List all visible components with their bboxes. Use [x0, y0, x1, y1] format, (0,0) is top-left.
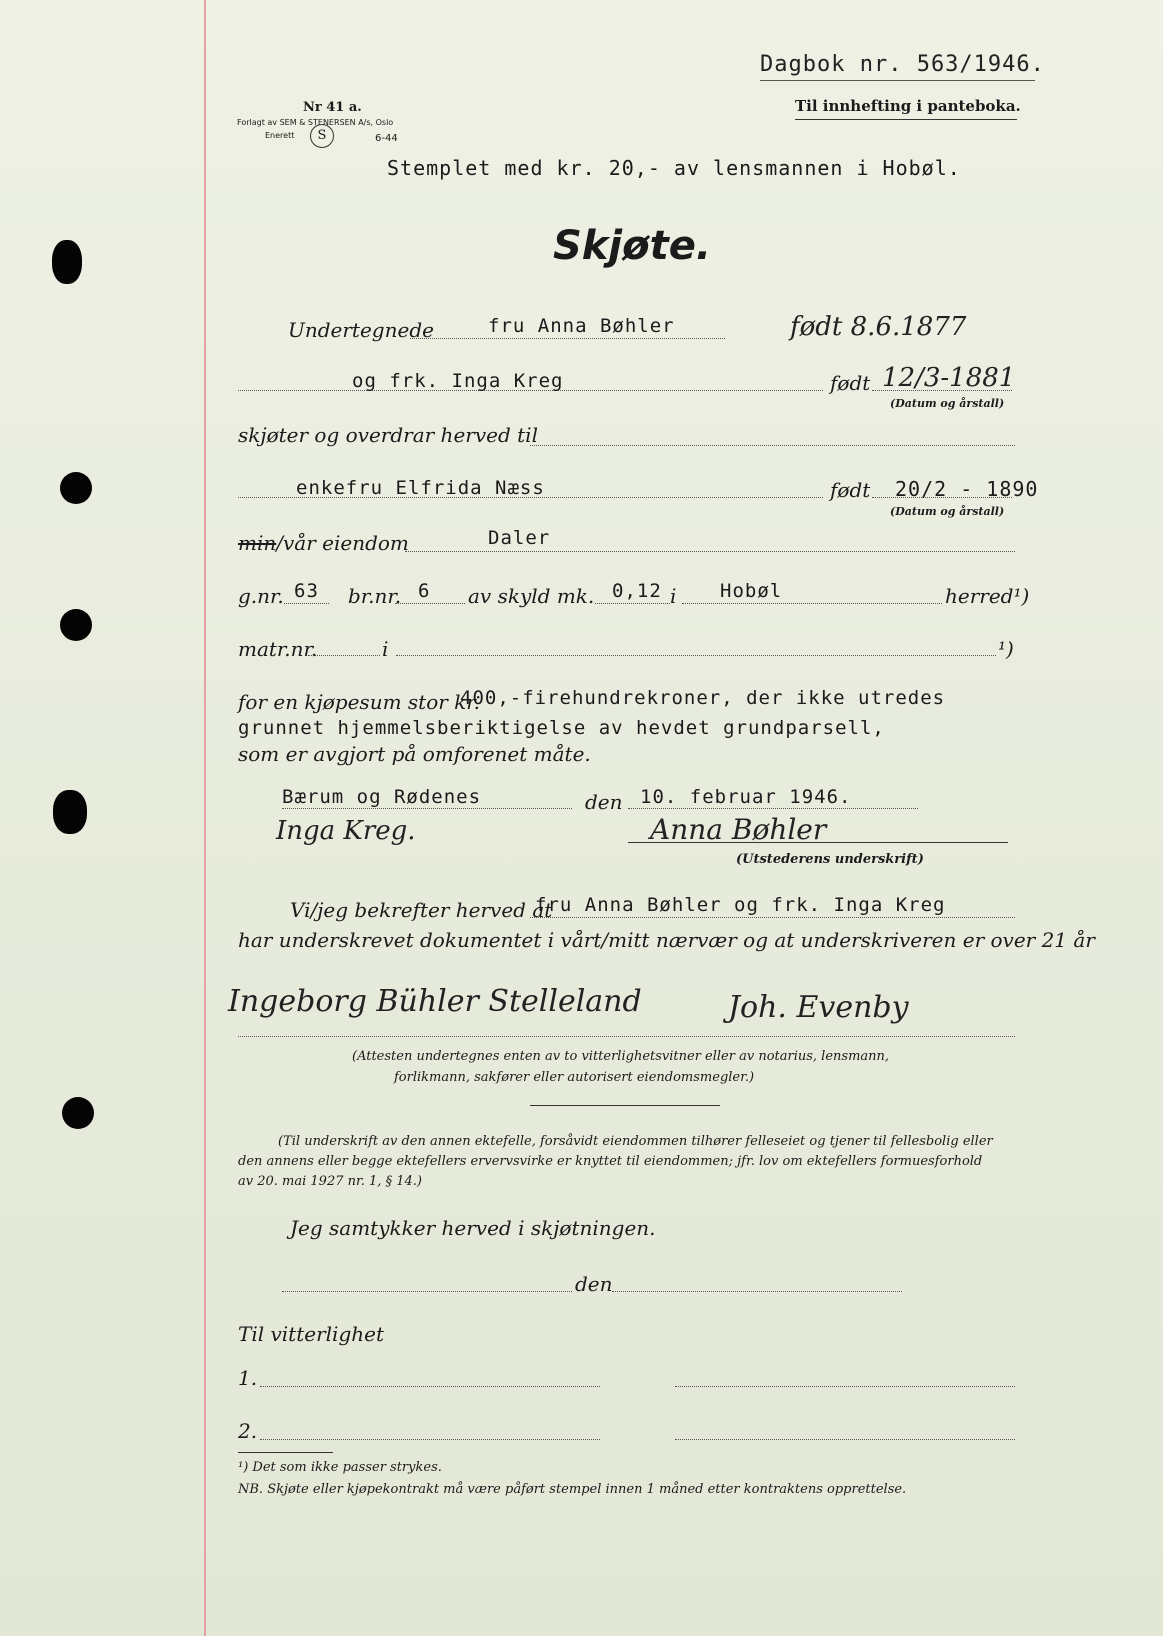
dotted-line: [282, 808, 572, 809]
witness-number-1: 1.: [238, 1366, 258, 1390]
strike-min: min: [238, 531, 277, 555]
eiendom-label: [238, 531, 409, 555]
dotted-line: [675, 1386, 1015, 1387]
signature-anna-bohler: Anna Bøhler: [650, 813, 827, 846]
datum-hint: (Datum og årstall): [890, 505, 1005, 518]
signing-date: 10. februar 1946.: [640, 786, 852, 808]
enerett: Enerett: [265, 131, 295, 140]
signature-line: [628, 842, 1008, 843]
innhefting-underline: [795, 119, 1017, 120]
witness-number-2: 2.: [238, 1419, 258, 1443]
seller-name-1: fru Anna Bøhler: [488, 315, 675, 337]
seller-name-2: og frk. Inga Kreg: [352, 370, 564, 392]
attest-prefix: Vi/jeg bekrefter herved at: [290, 898, 553, 922]
brnr-label: br.nr.: [348, 584, 402, 608]
punch-hole: [60, 609, 92, 641]
gnr-label: g.nr.: [238, 584, 284, 608]
matr-end: ¹): [998, 637, 1014, 661]
publisher-logo: S: [310, 124, 334, 148]
innhefting-note: Til innhefting i panteboka.: [795, 97, 1021, 115]
footnote-rule: [238, 1452, 333, 1453]
seller-born-1: født 8.6.1877: [790, 312, 967, 342]
dotted-line: [675, 1439, 1015, 1440]
datum-hint: (Datum og årstall): [890, 397, 1005, 410]
margin-rule: [204, 0, 206, 1636]
attest-names: fru Anna Bøhler og frk. Inga Kreg: [535, 894, 946, 916]
vitterlighet-label: Til vitterlighet: [238, 1322, 385, 1346]
dotted-line: [530, 917, 1015, 918]
consent-text: Jeg samtykker herved i skjøtningen.: [290, 1216, 656, 1240]
punch-hole: [53, 790, 87, 834]
transfer-label: skjøter og overdrar herved til: [238, 423, 538, 447]
footnote-1: ¹) Det som ikke passer strykes.: [238, 1460, 442, 1475]
dotted-line: [282, 1291, 572, 1292]
born-label: født: [830, 478, 871, 502]
dotted-line: [410, 338, 725, 339]
price-line-2: grunnet hjemmelsberiktigelse av hevdet grundparsell,: [238, 717, 885, 739]
skyld-label: av skyld mk.: [468, 584, 595, 608]
dotted-line: [396, 655, 996, 656]
born-label: født: [830, 371, 871, 395]
price-prefix: for en kjøpesum stor kr.: [238, 690, 481, 714]
buyer-born: 20/2 - 1890: [895, 477, 1039, 501]
herred-label: herred¹): [945, 584, 1030, 608]
dotted-line: [238, 1036, 1015, 1037]
attest-line-2: har underskrevet dokumentet i vårt/mitt nærvær og at underskriveren er over 21 år: [238, 928, 1095, 952]
matr-i-label: i: [382, 637, 389, 661]
dotted-line: [260, 1439, 600, 1440]
matr-label: matr.nr.: [238, 637, 318, 661]
seller-born-2: 12/3-1881: [882, 363, 1016, 393]
dotted-line: [595, 603, 670, 604]
i-label: i: [670, 584, 677, 608]
footnote-2: NB. Skjøte eller kjøpekontrakt må være påført stempel innen 1 måned etter kontraktens opprettelse.: [238, 1482, 907, 1497]
den-label: den: [585, 790, 623, 814]
form-number: Nr 41 a.: [303, 100, 362, 115]
divider: [530, 1105, 720, 1106]
publisher: Forlagt av SEM & STENERSEN A/s, Oslo: [237, 118, 394, 127]
herred-value: Hobøl: [720, 580, 783, 602]
dotted-line: [682, 603, 942, 604]
property-name: Daler: [488, 527, 551, 549]
form-date: 6-44: [375, 133, 398, 144]
eiendom-text: /vår eiendom: [276, 531, 409, 555]
utsteder-hint: (Utstederens underskrift): [736, 852, 924, 867]
dotted-line: [405, 551, 1015, 552]
price-line-1: 400,-firehundrekroner, der ikke utredes: [460, 687, 946, 709]
spouse-den-label: den: [575, 1272, 613, 1296]
dotted-line: [260, 1386, 600, 1387]
dotted-line: [628, 808, 918, 809]
buyer-name: enkefru Elfrida Næss: [296, 477, 545, 499]
gnr-value: 63: [294, 580, 319, 602]
spouse-note-1: (Til underskrift av den annen ektefelle, forsåvidt eiendommen tilhører felleseiet og tjener til fellesbolig eller: [278, 1134, 993, 1149]
attest-note-2: forlikmann, sakfører eller autorisert eiendomsmegler.): [394, 1070, 755, 1085]
skyld-value: 0,12: [612, 580, 662, 602]
document-title: Skjøte.: [553, 223, 712, 269]
dotted-line: [308, 655, 380, 656]
punch-hole: [60, 472, 92, 504]
punch-hole: [52, 240, 82, 284]
witness-signature-1: Ingeborg Bühler Stelleland: [228, 984, 642, 1019]
dotted-line: [612, 1291, 902, 1292]
dotted-line: [395, 603, 465, 604]
spouse-note-3: av 20. mai 1927 nr. 1, § 14.): [238, 1174, 422, 1189]
price-line-3: som er avgjort på omforenet måte.: [238, 742, 591, 766]
brnr-value: 6: [418, 580, 431, 602]
witness-signature-2: Joh. Evenby: [728, 990, 909, 1025]
signing-place: Bærum og Rødenes: [282, 786, 482, 808]
punch-hole: [62, 1097, 94, 1129]
signature-inga-kreg: Inga Kreg.: [276, 816, 416, 846]
undertegnede-label: Undertegnede: [288, 318, 434, 342]
dagbok-underline: [760, 80, 1035, 81]
dotted-line: [284, 603, 329, 604]
spouse-note-2: den annens eller begge ektefellers ervervsvirke er knyttet til eiendommen; jfr. lov om ektefellers formuesforhold: [238, 1154, 983, 1169]
dotted-line: [530, 445, 1015, 446]
stamp-note: Stemplet med kr. 20,- av lensmannen i Hobøl.: [387, 156, 961, 180]
dagbok-number: Dagbok nr. 563/1946.: [760, 52, 1045, 77]
attest-note-1: (Attesten undertegnes enten av to vitterlighetsvitner eller av notarius, lensmann,: [352, 1049, 890, 1064]
